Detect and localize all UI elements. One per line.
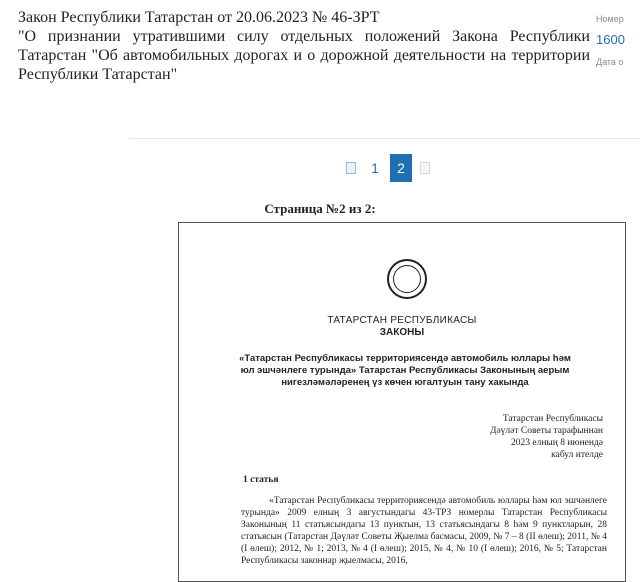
last-page-icon[interactable] (420, 162, 430, 174)
page-link-2-active[interactable]: 2 (390, 154, 412, 182)
first-page-icon[interactable] (346, 162, 356, 174)
adoption-line-4: кабул ителде (551, 450, 603, 460)
adoption-line-1: Татарстан Республикасы (502, 414, 603, 424)
law-title: «Татарстан Республикасы территориясендә автомобиль юллары һәм юл эшчәнлеге турында» Татарстан Республикасы Законының аерым нигезләмәләренең үз көчен югалтуын тану хакында (239, 353, 571, 388)
number-value[interactable]: 1600 (596, 32, 625, 47)
title-line-2: "О признании утратившими силу отдельных положений Закона Республики Татарстан "Об автомобильных дорогах и о дорожной деятельности на территории Республики Татарстан" (18, 28, 590, 83)
pagination (338, 153, 438, 183)
document-title (18, 8, 590, 84)
adoption-note (490, 413, 603, 461)
republic-heading: ТАТАРСТАН РЕСПУБЛИКАСЫ (327, 315, 477, 326)
document-page-image (178, 222, 626, 582)
adoption-line-3: 2023 елның 8 июнендә (511, 438, 603, 448)
page-indicator: Страница №2 из 2: (264, 201, 376, 216)
article-body: «Татарстан Республикасы территориясендә автомобиль юллары һәм юл эшчәнлеге турында» 2009 елның 3 августындагы 43-ТРЗ номерлы Татарстан Республикасы Законының 11 статьясындагы 13 пунктын, 13 статьясындагы 8 һәм 9 пунктларын, 28 статьясын (Татарстан Дәүләт Советы Җыелма басмасы, 2009, № 7 – 8 (II өлеш); 2011, № 4 (I өлеш); 2012, № 1; 2013, № 4 (I өлеш); 2015, № 4, № 10 (I өлеш); 2016, № 5; Татарстан Республикасы законнар җыелмасы, 2016, (241, 496, 607, 566)
divider (130, 138, 640, 139)
title-line-1: Закон Республики Татарстан от 20.06.2023 № 46-ЗРТ (18, 9, 380, 26)
date-label: Дата о (596, 57, 624, 67)
article-heading: 1 статья (243, 475, 279, 485)
adoption-line-2: Дәүләт Советы тарафыннан (489, 426, 603, 436)
emblem-icon (387, 259, 427, 299)
page-link-1[interactable]: 1 (371, 160, 379, 176)
metadata-panel (596, 14, 640, 67)
law-heading: ЗАКОНЫ (379, 327, 425, 338)
number-label: Номер (596, 14, 624, 24)
